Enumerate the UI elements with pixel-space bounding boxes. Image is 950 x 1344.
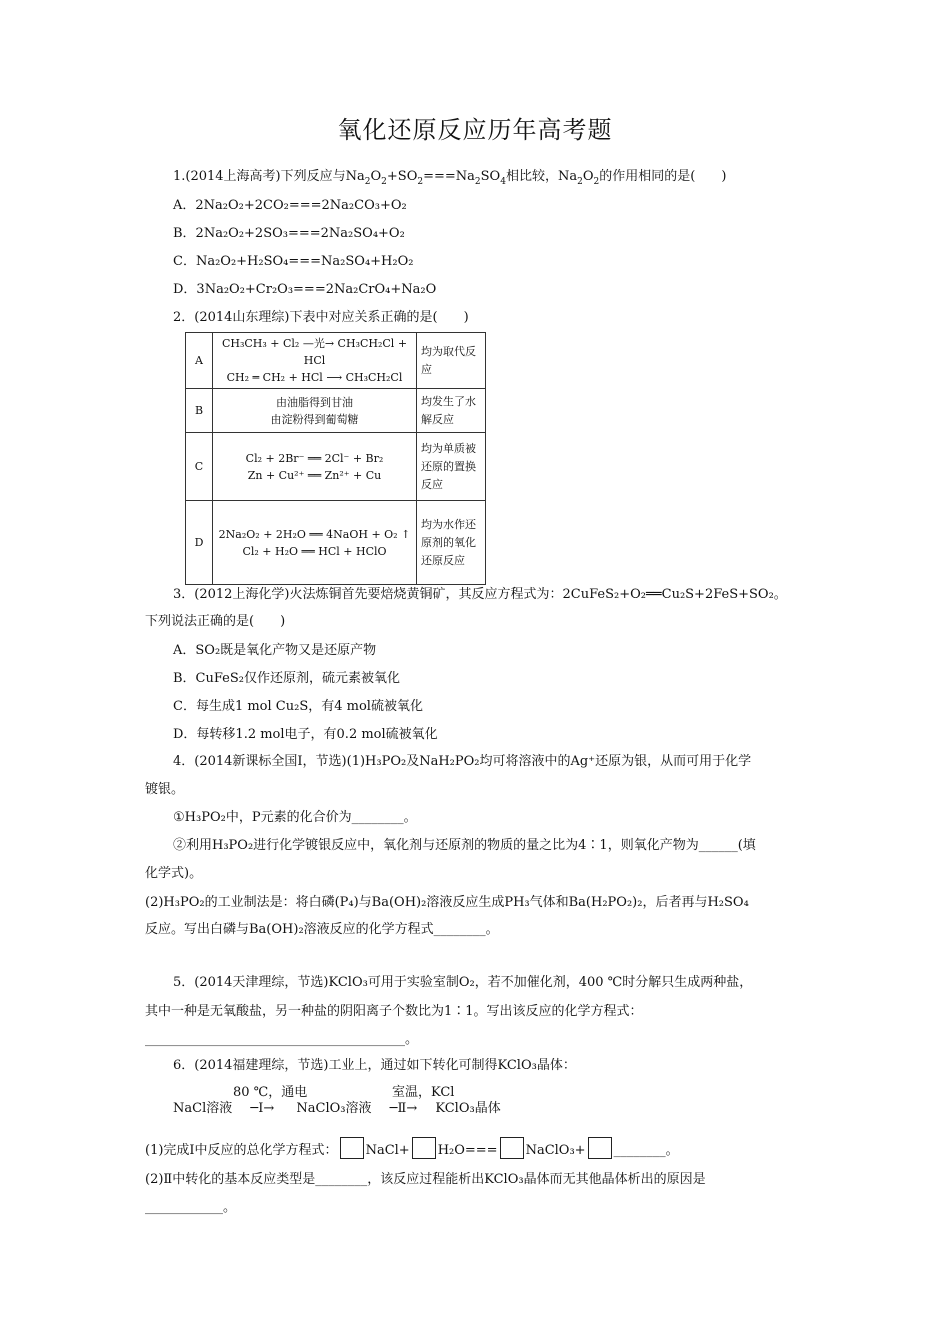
- reaction-line: Cl₂ + 2Br⁻ ══ 2Cl⁻ + Br₂: [245, 451, 384, 465]
- q1-stem-text-e: 相比较，Na: [505, 169, 578, 184]
- flow-middle: NaClO₃溶液: [296, 1101, 372, 1116]
- q6-condition-1: 80 ℃，通电: [233, 1085, 308, 1100]
- q2-stem: 2．(2014山东理综)下表中对应关系正确的是( ): [173, 310, 469, 325]
- answer-box[interactable]: [412, 1137, 436, 1159]
- q1-option-b: B．2Na₂O₂+2SO₃===2Na₂SO₄+O₂: [173, 226, 405, 241]
- flow-arrow-1: ─Ⅰ→: [250, 1101, 275, 1116]
- q4-line-2: 镀银。: [145, 782, 185, 797]
- answer-box[interactable]: [500, 1137, 524, 1159]
- reaction-line: Cl₂ + H₂O ══ HCl + HClO: [242, 544, 387, 558]
- q1-stem-text-b: +SO: [386, 169, 418, 184]
- q1-option-a: A．2Na₂O₂+2CO₂===2Na₂CO₃+O₂: [173, 198, 407, 213]
- answer-box[interactable]: [340, 1137, 364, 1159]
- q1-stem-text-a: 1.(2014上海高考)下列反应与Na: [173, 169, 365, 184]
- q1-stem-text-f: 的作用相同的是( ): [599, 169, 727, 184]
- q6-part1: [145, 1137, 679, 1160]
- q4-line-1: 4．(2014新课标全国Ⅰ，节选)(1)H₃PO₂及NaH₂PO₂均可将溶液中的Ag⁺还原为银，从而可用于化学: [173, 754, 752, 769]
- reaction-line: CH₂ ═ CH₂ + HCl ⟶ CH₃CH₂Cl: [226, 371, 403, 384]
- q1-option-c: C．Na₂O₂+H₂SO₄===Na₂SO₄+H₂O₂: [173, 254, 414, 269]
- q3-option-b: B．CuFeS₂仅作还原剂，硫元素被氧化: [173, 671, 400, 686]
- table-row: [186, 501, 486, 585]
- reaction-line: 由油脂得到甘油: [276, 395, 353, 409]
- reaction-line: 2Na₂O₂ + 2H₂O ══ 4NaOH + O₂ ↑: [218, 527, 411, 541]
- q5-line-1: 5．(2014天津理综，节选)KClO₃可用于实验室制O₂，若不加催化剂，400 ℃时分解只生成两种盐，: [173, 975, 753, 990]
- row-result: 均为水作还原剂的氧化还原反应: [417, 501, 486, 585]
- row-reactions: [213, 433, 417, 501]
- row-result: 均为单质被还原的置换反应: [417, 433, 486, 501]
- q6-stem: 6．(2014福建理综，节选)工业上，通过如下转化可制得KClO₃晶体：: [173, 1058, 576, 1073]
- q5-line-2: 其中一种是无氧酸盐，另一种盐的阴阳离子个数比为1∶1。写出该反应的化学方程式：: [145, 1004, 643, 1019]
- q6-condition-2: 室温，KCl: [392, 1085, 455, 1100]
- q1-stem-text-c: ===Na: [423, 169, 475, 184]
- q3-option-c: C．每生成1 mol Cu₂S，有4 mol硫被氧化: [173, 699, 423, 714]
- q4-part1-b: ②利用H₃PO₂进行化学镀银反应中，氧化剂与还原剂的物质的量之比为4∶1，则氧化产物为______(填: [173, 838, 756, 853]
- q1-stem: 1.(2014上海高考)下列反应与$Na_2O_2+SO_2===Na_2SO_4$相比较，$Na_2O_2$的作用相同的是( ): [173, 169, 727, 187]
- answer-box[interactable]: [588, 1137, 612, 1159]
- table-row: [186, 389, 486, 433]
- reaction-line: CH₃CH₃ + Cl₂ —光→ CH₃CH₂Cl + HCl: [221, 337, 408, 367]
- flow-end: KClO₃晶体: [435, 1101, 501, 1116]
- q3-option-a: A．SO₂既是氧化产物又是还原产物: [173, 643, 377, 658]
- row-reactions: [213, 501, 417, 585]
- part1-naclo3: NaClO₃+: [525, 1143, 586, 1158]
- q1-option-d: D．3Na₂O₂+Cr₂O₃===2Na₂CrO₄+Na₂O: [173, 282, 437, 297]
- part1-nacl: NaCl+: [365, 1143, 410, 1158]
- row-result: 均为取代反应: [417, 333, 486, 389]
- row-key: C: [186, 433, 213, 501]
- row-result: 均发生了水解反应: [417, 389, 486, 433]
- q5-answer-blank: ________________________________________。: [145, 1032, 418, 1047]
- step-2-label: Ⅱ: [397, 1101, 407, 1116]
- page-title: 氧化还原反应历年高考题: [337, 116, 613, 144]
- flow-arrow-2: ─Ⅱ→: [389, 1101, 418, 1116]
- row-key: D: [186, 501, 213, 585]
- q1-stem-text-d: SO: [480, 169, 501, 184]
- step-1-label: Ⅰ: [258, 1101, 264, 1116]
- flow-start: NaCl溶液: [173, 1101, 233, 1116]
- q6-flow: [173, 1100, 501, 1118]
- q6-part2-blank: ____________。: [145, 1200, 237, 1215]
- row-reactions: [213, 389, 417, 433]
- table-row: [186, 433, 486, 501]
- q4-part2: (2)H₃PO₂的工业制法是：将白磷(P₄)与Ba(OH)₂溶液反应生成PH₃气体和Ba(H₂PO₂)₂，后者再与H₂SO₄: [145, 895, 749, 910]
- q4-part1-a: ①H₃PO₂中，P元素的化合价为________。: [173, 810, 417, 825]
- part1-label: (1)完成Ⅰ中反应的总化学方程式：: [145, 1143, 338, 1158]
- part1-blank: ________。: [613, 1143, 679, 1158]
- row-reactions: [213, 333, 417, 389]
- q3-stem: 3．(2012上海化学)火法炼铜首先要焙烧黄铜矿，其反应方程式为：2CuFeS₂+O₂══Cu₂S+2FeS+SO₂。: [173, 587, 787, 602]
- reaction-line: 由淀粉得到葡萄糖: [270, 412, 359, 426]
- q4-part1-b-cont: 化学式)。: [145, 866, 203, 881]
- part1-h2o: H₂O===: [437, 1143, 498, 1158]
- row-key: A: [186, 333, 213, 389]
- q3-option-d: D．每转移1.2 mol电子，有0.2 mol硫被氧化: [173, 727, 438, 742]
- reaction-line: Zn + Cu²⁺ ══ Zn²⁺ + Cu: [247, 468, 382, 482]
- q4-part2-cont: 反应。写出白磷与Ba(OH)₂溶液反应的化学方程式________。: [145, 922, 499, 937]
- q6-part2: (2)Ⅱ中转化的基本反应类型是________，该反应过程能析出KClO₃晶体而无其他晶体析出的原因是: [145, 1172, 706, 1187]
- q3-stem-continued: 下列说法正确的是( ): [145, 614, 286, 629]
- row-key: B: [186, 389, 213, 433]
- table-row: [186, 333, 486, 389]
- q2-relation-table: [185, 332, 486, 585]
